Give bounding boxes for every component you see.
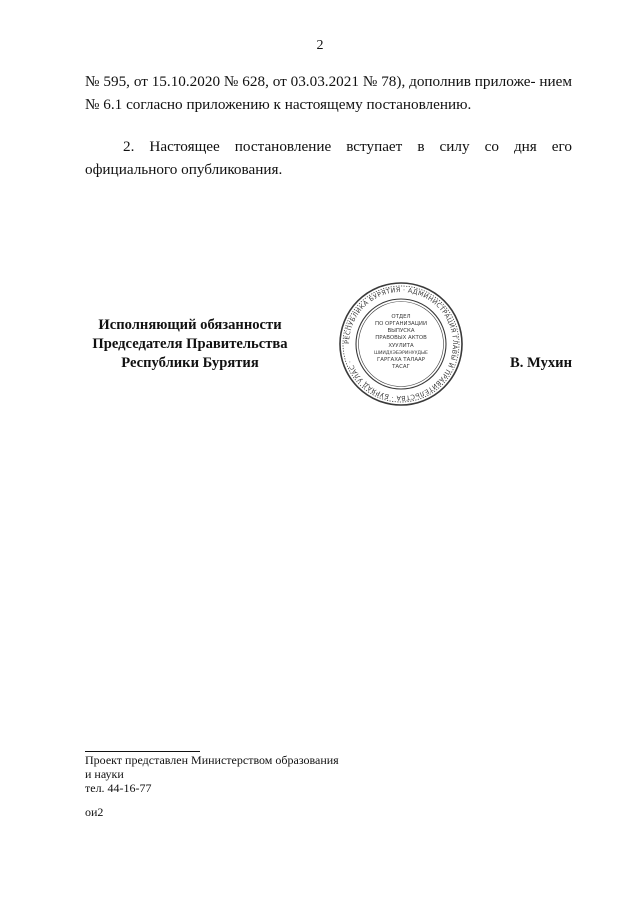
seal-ring-text: РЕСПУБЛИКА БУРЯТИЯ · АДМИНИСТРАЦИЯ ГЛАВЫ И ПРАВИТЕЛЬСТВА · БУРЯАД УЛАС · [342, 285, 460, 403]
footnote-line-2: и науки [85, 767, 124, 781]
signer-position-line-1: Исполняющий обязанности [98, 317, 282, 333]
signer-position-line-3: Республики Бурятия [121, 355, 259, 371]
official-seal-icon [337, 280, 465, 408]
page-number: 2 [316, 38, 324, 53]
footnote-line-1: Проект представлен Министерством образования [85, 753, 339, 767]
seal-line-4: ПРАВОВЫХ АКТОВ [375, 335, 427, 341]
signer-position [85, 316, 295, 373]
footnote-phone: тел. 44-16-77 [85, 781, 152, 795]
seal-line-2: ПО ОРГАНИЗАЦИИ [375, 321, 427, 327]
seal-line-6: ШИИДХЭБЭРИНУУДЫЕ [374, 351, 428, 356]
seal-line-5: ХУУЛИТА [388, 343, 414, 349]
signer-position-line-2: Председателя Правительства [92, 336, 288, 352]
seal-line-1: ОТДЕЛ [391, 314, 411, 320]
signer-name: В. Мухин [509, 355, 572, 371]
body-paragraph-1: № 595, от 15.10.2020 № 628, от 03.03.2021 № 78), дополнив приложе- нием № 6.1 согласно приложению к настоящему постановлению. [85, 73, 572, 113]
seal-line-8: ТАСАГ [392, 364, 410, 370]
footnote-divider [85, 751, 200, 752]
document-code: ои2 [85, 805, 104, 819]
body-paragraph-2: 2. Настоящее постановление вступает в силу со дня его официального опубликования. [85, 138, 572, 178]
footnote [85, 753, 339, 795]
seal-line-7: ГАРГАХА ТАЛААР [377, 357, 425, 363]
seal-line-3: ВЫПУСКА [387, 328, 415, 334]
